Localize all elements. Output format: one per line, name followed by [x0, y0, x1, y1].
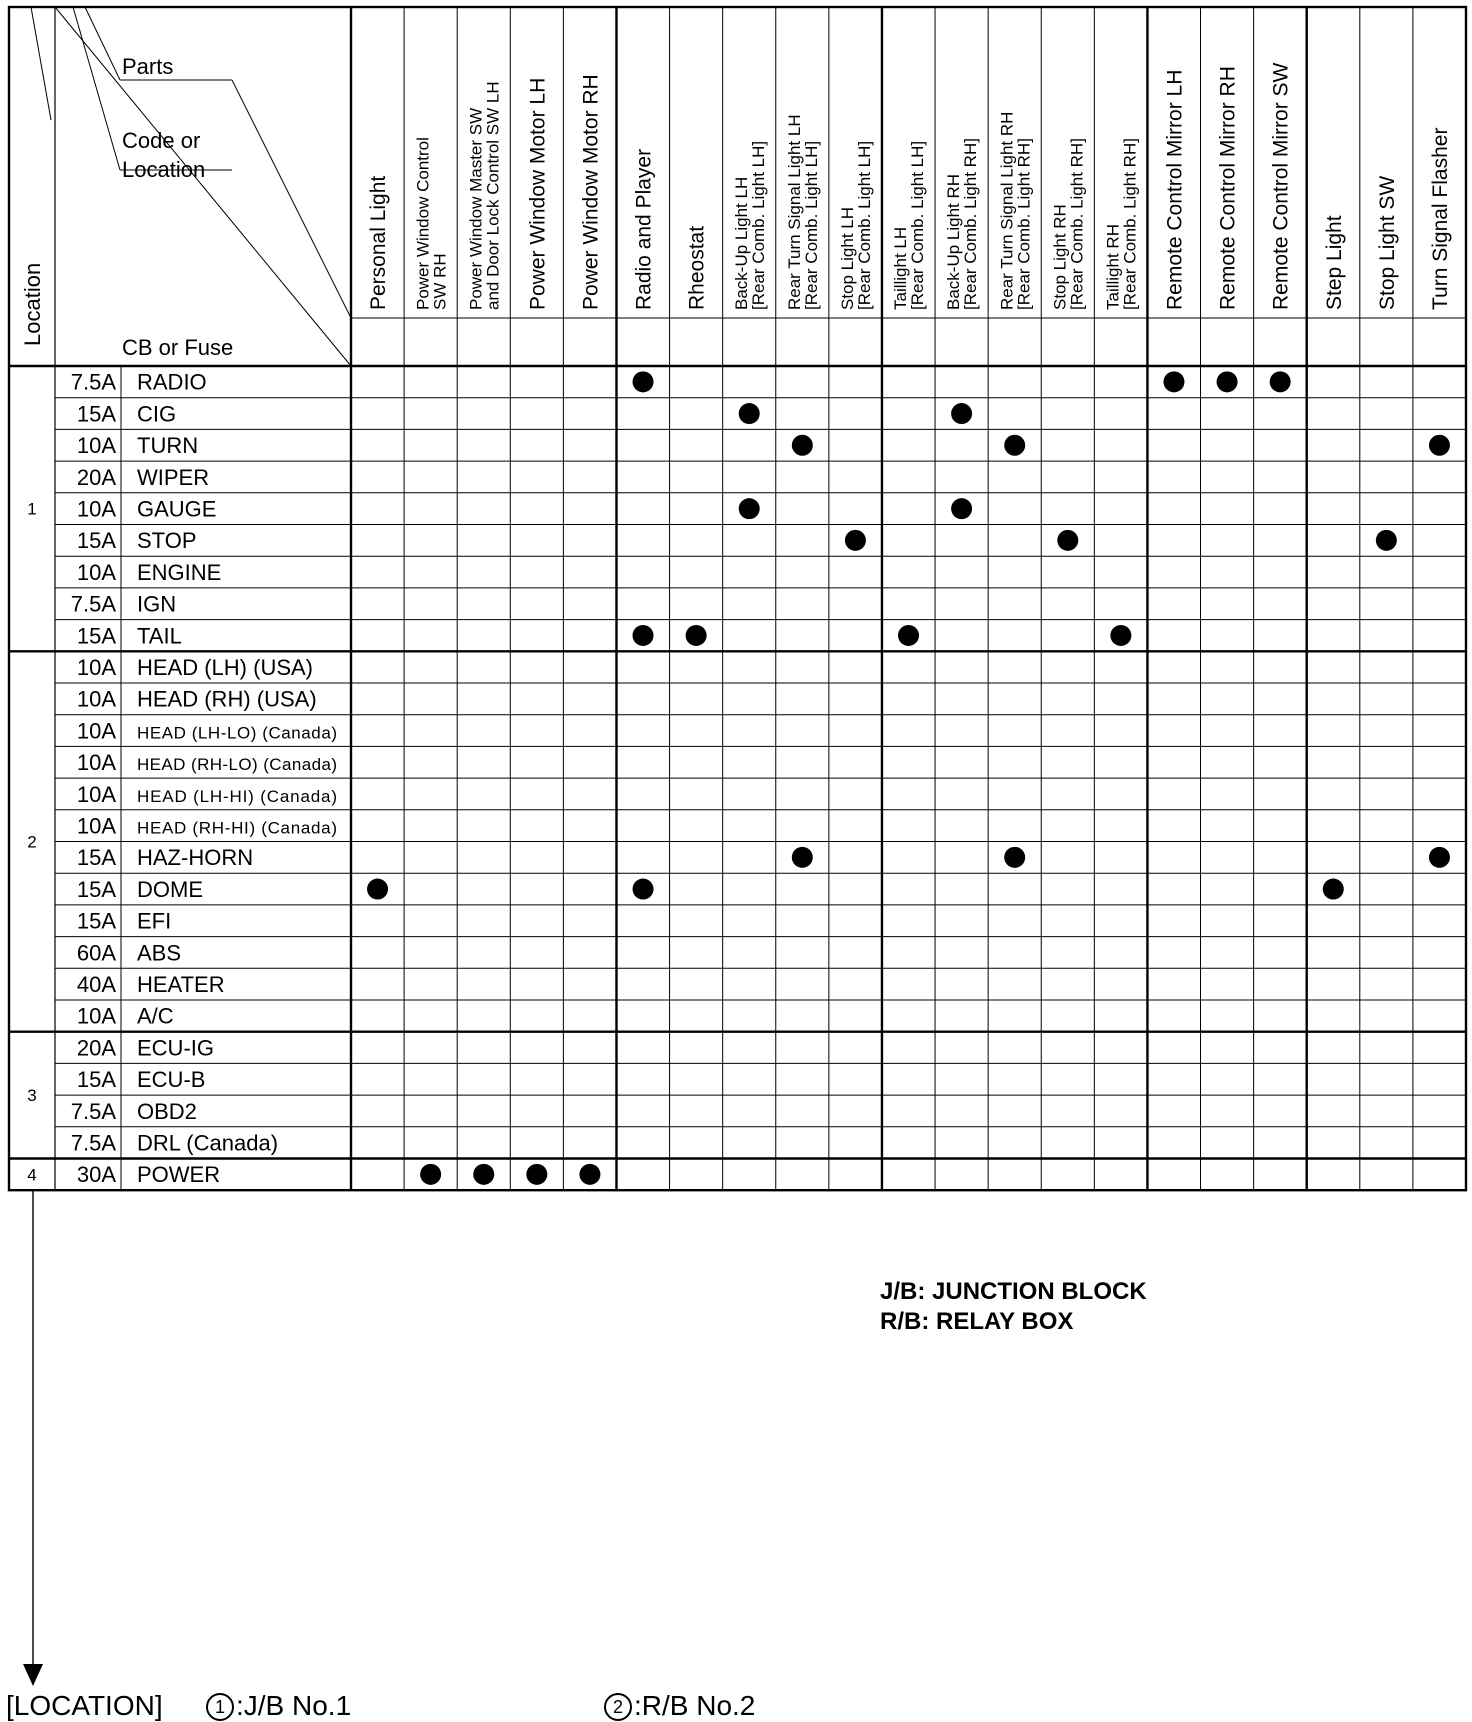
- fuse-name: WIPER: [137, 464, 210, 490]
- connection-dot: [845, 530, 866, 551]
- column-header-label: Personal Light: [367, 175, 391, 310]
- fuse-name: GAUGE: [137, 496, 217, 522]
- fuse-amperage: 15A: [76, 528, 116, 554]
- fuse-amperage: 15A: [76, 623, 116, 649]
- fuse-amperage: 7.5A: [70, 369, 116, 395]
- fuse-name: TURN: [137, 433, 199, 459]
- circled-number-2: 2: [604, 1693, 632, 1721]
- column-header-label: Rear Turn Signal Light LH: [784, 114, 804, 310]
- fuse-name: CIG: [137, 401, 177, 427]
- location-key-item-2: [604, 1690, 755, 1722]
- connection-dot: [1057, 530, 1078, 551]
- column-header-label: [Rear Comb. Light LH]: [748, 140, 768, 310]
- fuse-name: HEAD (RH-LO) (Canada): [137, 755, 337, 775]
- connection-dot: [1429, 847, 1450, 868]
- column-header-label: SW RH: [430, 253, 450, 310]
- fuse-amperage: 60A: [76, 940, 116, 966]
- fuse-amperage: 20A: [76, 464, 116, 490]
- fuse-amperage: 15A: [76, 845, 116, 871]
- column-header-label: [Rear Comb. Light RH]: [961, 138, 981, 310]
- location-group-label: 2: [27, 832, 37, 852]
- connection-dot: [1004, 847, 1025, 868]
- column-header-label: Remote Control Mirror LH: [1163, 69, 1187, 310]
- fuse-name: ECU-B: [137, 1067, 206, 1093]
- fuse-name: HEAD (RH-HI) (Canada): [137, 818, 337, 838]
- location-group-label: 3: [27, 1086, 37, 1106]
- connection-dot: [579, 1164, 600, 1185]
- fuse-amperage: 10A: [76, 718, 116, 744]
- fuse-name: DRL (Canada): [137, 1130, 279, 1156]
- location-arrow-head: [23, 1664, 43, 1686]
- fuse-amperage: 10A: [76, 655, 116, 680]
- fuse-amperage: 15A: [76, 401, 116, 427]
- fuse-name: HEAD (LH-LO) (Canada): [137, 723, 337, 743]
- header-diagonal: [55, 7, 351, 366]
- connection-dot: [792, 435, 813, 456]
- column-header-label: Stop Light LH: [838, 206, 858, 310]
- fuse-name: HEATER: [137, 972, 225, 997]
- column-header-label: Power Window Motor RH: [579, 74, 603, 310]
- column-header-label: Radio and Player: [632, 148, 656, 310]
- column-header-label: Taillight RH: [1103, 224, 1123, 310]
- connection-dot: [898, 625, 919, 646]
- connection-dot: [1323, 879, 1344, 900]
- circled-number-1: 1: [206, 1693, 234, 1721]
- location-group-label: 4: [27, 1165, 37, 1185]
- connection-dot: [1270, 371, 1291, 392]
- connection-dot: [633, 879, 654, 900]
- fuse-amperage: 10A: [76, 433, 116, 459]
- fuse-amperage: 15A: [76, 876, 116, 902]
- column-header-label: Back-Up Light LH: [731, 176, 751, 310]
- connection-dot: [473, 1164, 494, 1185]
- location-key-item-1-text: :J/B No.1: [236, 1690, 352, 1721]
- fuse-name: ABS: [137, 940, 182, 966]
- fuse-amperage: 15A: [76, 1067, 116, 1093]
- fuse-amperage: 10A: [76, 781, 116, 807]
- header-diagonal: [31, 7, 51, 120]
- column-header-label: Power Window Master SW: [466, 107, 486, 310]
- fuse-amperage: 7.5A: [70, 591, 116, 617]
- column-header-label: Rheostat: [685, 225, 709, 310]
- column-header-label: Remote Control Mirror SW: [1269, 62, 1293, 310]
- fuse-name: HAZ-HORN: [137, 845, 254, 871]
- fuse-amperage: 7.5A: [70, 1098, 116, 1124]
- column-header-label: Power Window Motor LH: [526, 77, 550, 310]
- connection-dot: [951, 403, 972, 424]
- header-code-or-location: Location: [122, 157, 206, 182]
- header-parts: Parts: [122, 54, 174, 79]
- header-code-or-location: Code or: [122, 128, 201, 153]
- location-key-title: [LOCATION]: [6, 1690, 163, 1721]
- legend-rb: R/B: RELAY BOX: [880, 1308, 1074, 1335]
- column-header-label: Turn Signal Flasher: [1429, 127, 1453, 310]
- connection-dot: [1163, 371, 1184, 392]
- fuse-amperage: 40A: [76, 972, 116, 997]
- fuse-name: STOP: [137, 528, 197, 554]
- location-key-item-1: [206, 1690, 351, 1722]
- header-diagonal: [232, 80, 351, 318]
- column-header-label: Stop Light RH: [1050, 204, 1070, 310]
- location-group-label: 1: [27, 499, 37, 519]
- column-header-label: and Door Lock Control SW LH: [483, 81, 503, 310]
- legend-jb: J/B: JUNCTION BLOCK: [880, 1278, 1147, 1305]
- column-header-label: Taillight LH: [891, 226, 911, 310]
- connection-dot: [686, 625, 707, 646]
- fuse-name: ECU-IG: [137, 1035, 214, 1061]
- fuse-name: IGN: [137, 591, 177, 617]
- column-header-label: [Rear Comb. Light LH]: [855, 140, 875, 310]
- fuse-name: POWER: [137, 1162, 221, 1188]
- column-header-label: [Rear Comb. Light RH]: [1120, 138, 1140, 310]
- fuse-amperage: 10A: [76, 1003, 116, 1029]
- fuse-amperage: 10A: [76, 686, 116, 712]
- fuse-name: ENGINE: [137, 559, 222, 585]
- fuse-name: DOME: [137, 876, 203, 902]
- connection-dot: [739, 498, 760, 519]
- column-header-label: [Rear Comb. Light LH]: [801, 140, 821, 310]
- fuse-amperage: 20A: [76, 1035, 116, 1061]
- column-header-label: Back-Up Light RH: [944, 173, 964, 310]
- connection-dot: [951, 498, 972, 519]
- fuse-name: RADIO: [137, 369, 207, 395]
- connection-dot: [1376, 530, 1397, 551]
- connection-dot: [1217, 371, 1238, 392]
- connection-dot: [739, 403, 760, 424]
- header-diagonal: [85, 7, 120, 80]
- fuse-name: A/C: [137, 1003, 174, 1029]
- fuse-amperage: 10A: [76, 496, 116, 522]
- connection-dot: [1110, 625, 1131, 646]
- column-header-label: [Rear Comb. Light LH]: [908, 140, 928, 310]
- connection-dot: [1004, 435, 1025, 456]
- column-header-label: Step Light: [1322, 215, 1346, 310]
- connection-dot: [367, 879, 388, 900]
- connection-dot: [420, 1164, 441, 1185]
- header-location: Location: [20, 262, 45, 346]
- fuse-amperage: 10A: [76, 559, 116, 585]
- connection-dot: [633, 371, 654, 392]
- fuse-amperage: 15A: [76, 908, 116, 934]
- fuse-name: HEAD (RH) (USA): [137, 686, 317, 712]
- connection-dot: [633, 625, 654, 646]
- connection-dot: [526, 1164, 547, 1185]
- column-header-label: Stop Light SW: [1375, 175, 1399, 310]
- location-key-item-2-text: :R/B No.2: [634, 1690, 756, 1721]
- fuse-name: EFI: [137, 908, 172, 934]
- fuse-name: TAIL: [137, 623, 182, 649]
- connection-dot: [1429, 435, 1450, 456]
- fuse-name: HEAD (LH) (USA): [137, 655, 314, 680]
- fuse-amperage: 30A: [76, 1162, 116, 1188]
- column-header-label: Power Window Control: [413, 137, 433, 310]
- column-header-label: Remote Control Mirror RH: [1216, 66, 1240, 310]
- fuse-name: OBD2: [137, 1098, 197, 1124]
- column-header-label: [Rear Comb. Light RH]: [1067, 138, 1087, 310]
- header-cb-or-fuse: CB or Fuse: [122, 335, 234, 360]
- fuse-amperage: 7.5A: [70, 1130, 116, 1156]
- connection-dot: [792, 847, 813, 868]
- column-header-label: Rear Turn Signal Light RH: [997, 111, 1017, 310]
- fuse-name: HEAD (LH-HI) (Canada): [137, 786, 337, 806]
- fuse-amperage: 10A: [76, 813, 116, 839]
- fuse-amperage: 10A: [76, 750, 116, 776]
- column-header-label: [Rear Comb. Light RH]: [1014, 138, 1034, 310]
